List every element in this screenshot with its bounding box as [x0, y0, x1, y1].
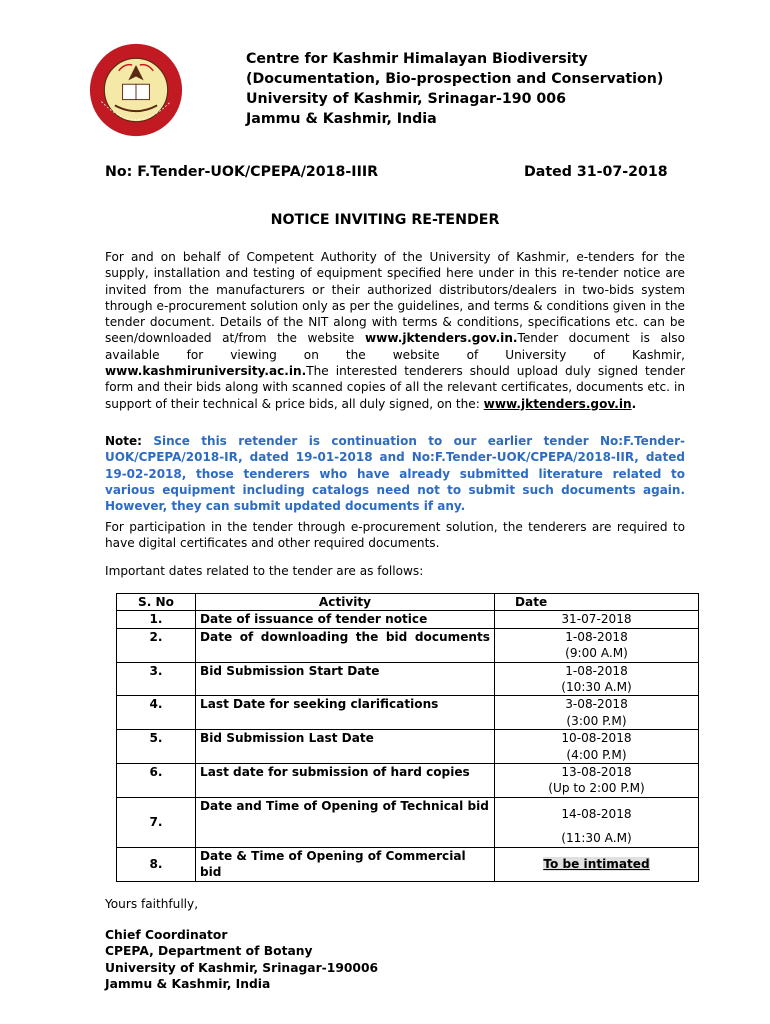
closing-salutation: Yours faithfully,: [105, 897, 199, 911]
row-date-value: 13-08-2018: [561, 765, 632, 780]
header-line-3: University of Kashmir, Srinagar-190 006: [246, 91, 567, 107]
signature-line-1: Chief Coordinator: [105, 928, 228, 942]
row-activity: Bid Submission Start Date: [196, 662, 495, 696]
row-time-value: (9:00 A.M): [565, 646, 628, 661]
table-row: [117, 847, 699, 881]
row-date-value: 1-08-2018: [565, 663, 628, 678]
table-header-row: [117, 594, 699, 611]
important-dates-table: [116, 593, 699, 882]
row-date: [495, 797, 699, 847]
signature-line-4: Jammu & Kashmir, India: [105, 976, 271, 991]
row-date: [495, 628, 699, 662]
reference-number: No: F.Tender-UOK/CPEPA/2018-IIIR: [105, 164, 379, 180]
row-activity: Date of downloading the bid documents: [196, 628, 495, 662]
jktenders-link-2[interactable]: www.jktenders.gov.in: [483, 396, 632, 411]
row-time-value: (10:30 A.M): [561, 680, 632, 695]
row-sno: 5.: [117, 730, 196, 764]
header-activity: Activity: [196, 594, 495, 611]
row-date: [495, 730, 699, 764]
header-line-2: (Documentation, Bio-prospection and Conservation): [246, 71, 664, 87]
row-date: [495, 662, 699, 696]
row-activity: Date of issuance of tender notice: [196, 611, 495, 628]
note-text: Since this retender is continuation to our earlier tender No:F.Tender-UOK/CPEPA/2018-IR, dated 19-01-2018 and No:F.Tender-UOK/CPEPA/2018-IIR, dated 19-02-2018, those tenderers who have already submitted literature related to various equipment including catalogs need not to submit such documents again. However, they can submit updated documents if any.: [105, 434, 685, 514]
row-date: [495, 696, 699, 730]
row-date-value: 10-08-2018: [561, 731, 632, 746]
reference-date: Dated 31-07-2018: [524, 164, 668, 180]
row-date: [495, 847, 699, 881]
row-sno: 8.: [117, 847, 196, 881]
row-time-value: (4:00 P.M): [566, 747, 627, 762]
signature-line-3: University of Kashmir, Srinagar-190006: [105, 960, 379, 975]
row-activity: Last date for submission of hard copies: [196, 764, 495, 798]
row-date: [495, 764, 699, 798]
note-paragraph: [105, 433, 685, 514]
table-row: [117, 611, 699, 628]
row-date-value: To be intimated: [543, 856, 650, 871]
row-sno: 3.: [117, 662, 196, 696]
header-line-4: Jammu & Kashmir, India: [246, 111, 437, 127]
intro-end: .: [631, 396, 637, 411]
row-activity: Date and Time of Opening of Technical bid: [196, 797, 495, 847]
intro-paragraph: [105, 249, 685, 412]
row-activity: Bid Submission Last Date: [196, 730, 495, 764]
table-row: [117, 696, 699, 730]
signature-line-2: CPEPA, Department of Botany: [105, 944, 313, 959]
table-row: [117, 628, 699, 662]
row-date-value: 3-08-2018: [565, 697, 628, 712]
participation-paragraph: For participation in the tender through e-procurement solution, the tenderers are required to have digital certificates and other required documents.: [105, 520, 685, 551]
header-date: Date: [495, 594, 699, 611]
row-time-value: (11:30 A.M): [561, 831, 632, 846]
intro-text-a: For and on behalf of Competent Authority of the University of Kashmir, e-tenders for the supply, installation and testing of equipment specified here under in this re-tender notice are invited from the manufacturers or their authorized distributors/dealers in two-bids system through e-procurement solution only as per the guidelines, and terms & conditions given in the tender document. Details of the NIT along with terms & conditions, specifications etc. can be seen/downloaded at/from the website: [105, 250, 685, 346]
signature-block: [105, 927, 378, 992]
table-row: [117, 662, 699, 696]
row-date-value: 31-07-2018: [561, 612, 632, 627]
row-activity: Last Date for seeking clarifications: [196, 696, 495, 730]
intro-text-b: Tender document is also available for viewing on the website of University of Kashmir,: [105, 331, 685, 362]
header-line-1: Centre for Kashmir Himalayan Biodiversity: [246, 51, 588, 67]
row-time-value: (Up to 2:00 P.M): [548, 781, 645, 796]
kashmiruniversity-link[interactable]: www.kashmiruniversity.ac.in.: [105, 364, 307, 379]
notice-title: NOTICE INVITING RE-TENDER: [270, 212, 500, 228]
table-row: [117, 730, 699, 764]
row-date: [495, 611, 699, 628]
table-row: [117, 797, 699, 847]
row-activity: Date & Time of Opening of Commercial bid: [196, 847, 495, 881]
row-sno: 4.: [117, 696, 196, 730]
row-date-value: 14-08-2018: [561, 806, 632, 821]
note-label: Note:: [105, 434, 142, 448]
row-sno: 7.: [117, 797, 196, 847]
row-sno: 1.: [117, 611, 196, 628]
header-sno: S. No: [117, 594, 196, 611]
table-row: [117, 764, 699, 798]
university-seal-logo: [88, 42, 184, 138]
row-time-value: (3:00 P.M): [566, 713, 627, 728]
intro-text-c: The interested tenderers should upload duly signed tender form and their bids along with scanned copies of all the relevant certificates, documents etc. in support of their technical & price bids, all duly signed, on the:: [105, 364, 685, 411]
dates-intro: Important dates related to the tender are as follows:: [105, 564, 424, 578]
row-date-value: 1-08-2018: [565, 629, 628, 644]
row-sno: 2.: [117, 628, 196, 662]
institution-header: [246, 49, 663, 129]
row-sno: 6.: [117, 764, 196, 798]
jktenders-link[interactable]: www.jktenders.gov.in.: [364, 331, 518, 346]
